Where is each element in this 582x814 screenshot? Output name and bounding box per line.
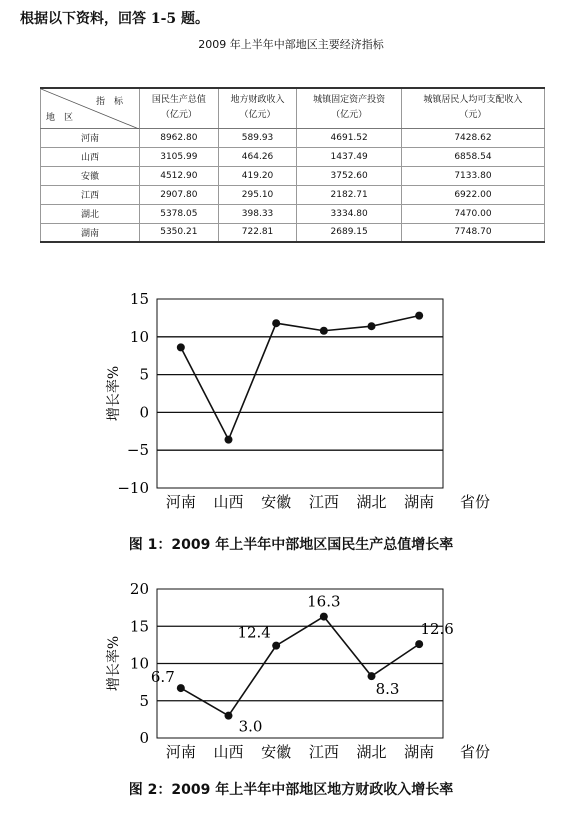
value-cell: 2182.71 xyxy=(297,185,401,204)
value-cell: 7748.70 xyxy=(401,223,544,242)
data-point xyxy=(225,712,233,720)
table-row xyxy=(41,128,545,147)
column-header xyxy=(140,88,219,128)
region-cell: 河南 xyxy=(41,128,140,147)
value-cell: 1437.49 xyxy=(297,147,401,166)
value-cell: 7470.00 xyxy=(401,204,544,223)
column-name: 国民生产总值 xyxy=(151,95,206,106)
value-cell: 6922.00 xyxy=(401,185,544,204)
table-corner-header xyxy=(41,88,140,128)
region-cell: 山西 xyxy=(41,147,140,166)
y-tick-label: 15 xyxy=(129,617,149,636)
data-point xyxy=(320,327,328,335)
value-cell: 8962.80 xyxy=(140,128,219,147)
y-tick-label: 0 xyxy=(139,403,149,422)
corner-label-indicator: 指 标 xyxy=(95,97,123,107)
value-cell: 3752.60 xyxy=(297,166,401,185)
data-label: 12.4 xyxy=(237,623,271,642)
data-label: 12.6 xyxy=(420,620,454,639)
value-cell: 5378.05 xyxy=(140,204,219,223)
data-point xyxy=(177,684,185,692)
column-unit: （亿元） xyxy=(239,110,276,121)
table-row xyxy=(41,223,545,242)
value-cell: 7133.80 xyxy=(401,166,544,185)
y-tick-label: −5 xyxy=(126,441,149,460)
chart2-caption: 图 2：2009 年上半年中部地区地方财政收入增长率 xyxy=(128,782,454,798)
value-cell: 4691.52 xyxy=(297,128,401,147)
region-cell: 湖北 xyxy=(41,204,140,223)
value-cell: 5350.21 xyxy=(140,223,219,242)
region-cell: 江西 xyxy=(41,185,140,204)
x-tick-label: 河南 xyxy=(165,493,196,511)
table-header-row xyxy=(41,88,545,128)
table-title: 2009 年上半年中部地区主要经济指标 xyxy=(198,38,384,51)
y-tick-label: 5 xyxy=(139,691,149,710)
data-label: 3.0 xyxy=(238,717,263,736)
data-point xyxy=(225,436,233,444)
data-point xyxy=(177,343,185,351)
y-tick-label: 10 xyxy=(129,654,149,673)
economic-indicators-table xyxy=(40,87,545,243)
region-cell: 湖南 xyxy=(41,223,140,242)
x-tick-label: 江西 xyxy=(308,493,339,511)
gdp-growth-line-chart xyxy=(0,290,582,520)
column-unit: （元） xyxy=(459,110,487,121)
data-point xyxy=(272,642,280,650)
column-header xyxy=(218,88,297,128)
y-tick-label: 0 xyxy=(139,729,149,747)
x-tick-label: 安徽 xyxy=(261,493,292,511)
table-row xyxy=(41,204,545,223)
table-row xyxy=(41,166,545,185)
data-point xyxy=(415,312,423,320)
x-tick-label: 江西 xyxy=(308,743,339,761)
column-name: 地方财政收入 xyxy=(230,95,285,106)
value-cell: 6858.54 xyxy=(401,147,544,166)
column-unit: （亿元） xyxy=(160,110,197,121)
question-intro: 根据以下资料，回答 1-5 题。 xyxy=(20,11,210,27)
value-cell: 2689.15 xyxy=(297,223,401,242)
value-cell: 4512.90 xyxy=(140,166,219,185)
data-label: 16.3 xyxy=(307,592,341,611)
x-tick-label: 河南 xyxy=(165,743,196,761)
x-tick-label: 山西 xyxy=(213,743,244,761)
chart1-caption: 图 1：2009 年上半年中部地区国民生产总值增长率 xyxy=(128,537,454,553)
x-axis-label: 省份 xyxy=(459,493,491,511)
fiscal-revenue-growth-line-chart xyxy=(0,578,582,768)
column-header xyxy=(401,88,544,128)
y-tick-label: −10 xyxy=(117,479,149,497)
x-tick-label: 安徽 xyxy=(261,743,292,761)
table-row xyxy=(41,147,545,166)
x-tick-label: 湖南 xyxy=(404,493,435,511)
column-name: 城镇固定资产投资 xyxy=(313,95,386,106)
table-row xyxy=(41,185,545,204)
value-cell: 589.93 xyxy=(218,128,297,147)
data-point xyxy=(368,672,376,680)
x-tick-label: 湖南 xyxy=(404,743,435,761)
y-tick-label: 15 xyxy=(129,290,149,308)
data-label: 8.3 xyxy=(375,680,400,699)
data-point xyxy=(415,640,423,648)
x-tick-label: 山西 xyxy=(213,493,244,511)
x-tick-label: 湖北 xyxy=(356,743,387,761)
value-cell: 419.20 xyxy=(218,166,297,185)
y-tick-label: 10 xyxy=(129,327,149,346)
y-tick-label: 20 xyxy=(129,580,149,598)
value-cell: 3334.80 xyxy=(297,204,401,223)
value-cell: 7428.62 xyxy=(401,128,544,147)
value-cell: 295.10 xyxy=(218,185,297,204)
column-name: 城镇居民人均可支配收入 xyxy=(423,95,523,106)
data-label: 6.7 xyxy=(150,668,175,687)
column-unit: （亿元） xyxy=(331,110,368,121)
data-point xyxy=(272,319,280,327)
y-tick-label: 5 xyxy=(139,365,149,384)
value-cell: 722.81 xyxy=(218,223,297,242)
value-cell: 398.33 xyxy=(218,204,297,223)
y-axis-label: 增长率% xyxy=(106,635,122,692)
x-axis-label: 省份 xyxy=(459,743,491,761)
value-cell: 464.26 xyxy=(218,147,297,166)
series-line xyxy=(181,316,419,440)
value-cell: 3105.99 xyxy=(140,147,219,166)
column-header xyxy=(297,88,401,128)
region-cell: 安徽 xyxy=(41,166,140,185)
value-cell: 2907.80 xyxy=(140,185,219,204)
data-point xyxy=(320,613,328,621)
y-axis-label: 增长率% xyxy=(106,365,122,422)
x-tick-label: 湖北 xyxy=(356,493,387,511)
data-point xyxy=(368,322,376,330)
corner-label-region: 地 区 xyxy=(46,112,74,123)
